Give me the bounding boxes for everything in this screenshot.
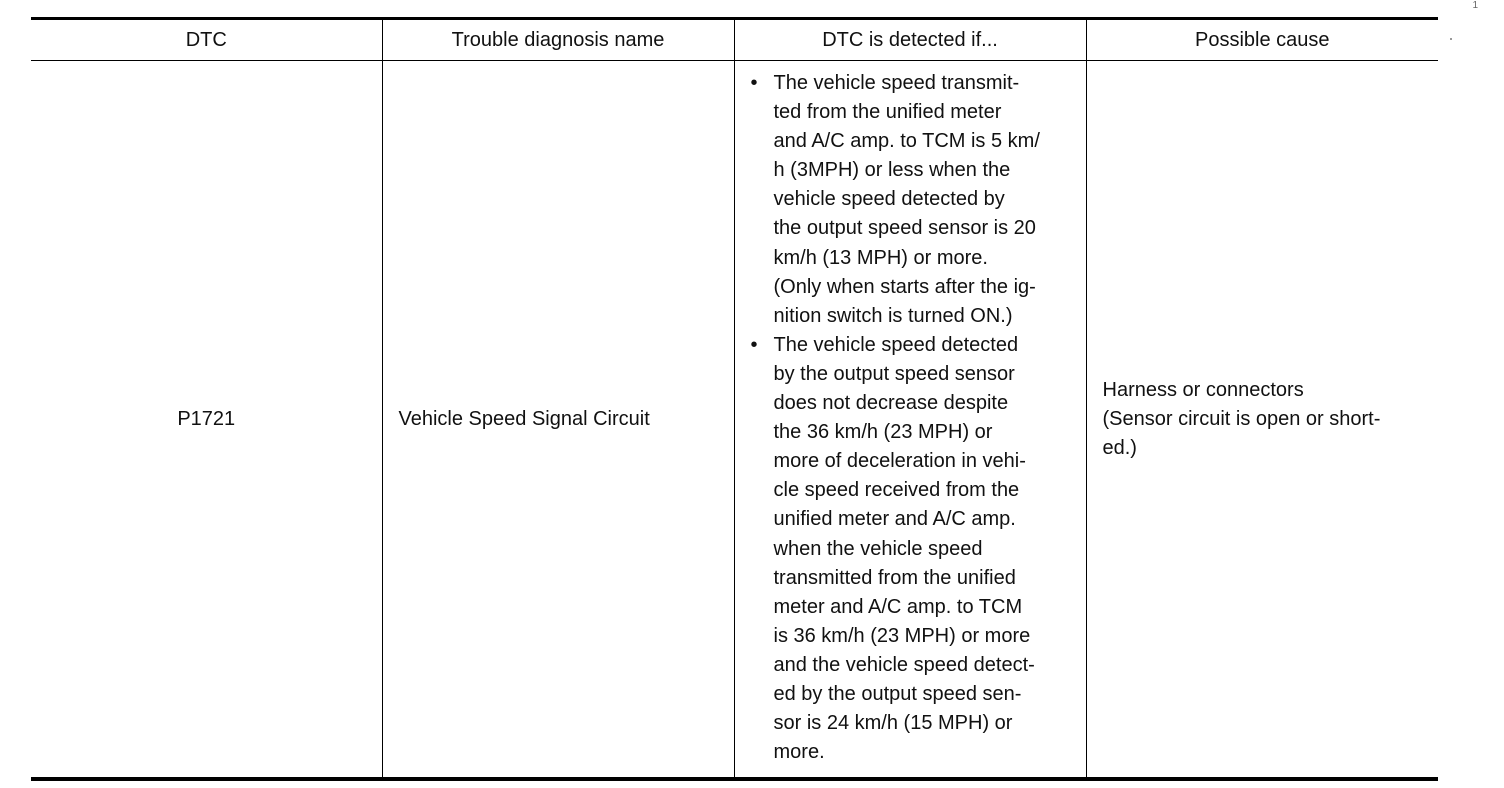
dtc-code: P1721 — [31, 61, 382, 780]
corner-mark: 1 — [1472, 0, 1478, 11]
detection-conditions — [734, 61, 1086, 780]
condition-line: when the vehicle speed — [773, 537, 983, 560]
trouble-diagnosis-name: Vehicle Speed Signal Circuit — [382, 61, 734, 780]
condition-line: the output speed sensor is 20 — [773, 217, 1036, 240]
condition-line: unified meter and A/C amp. — [773, 508, 1016, 531]
condition-line: and A/C amp. to TCM is 5 km/ — [773, 130, 1040, 153]
bullet-mark: • — [750, 72, 758, 94]
header-possible-cause: Possible cause — [1086, 19, 1438, 61]
header-dtc: DTC — [31, 19, 382, 61]
condition-line: meter and A/C amp. to TCM — [773, 595, 1023, 618]
header-row — [31, 19, 1438, 61]
margin-dot — [1450, 38, 1452, 40]
condition-line: sor is 24 km/h (15 MPH) or — [773, 712, 1013, 735]
header-trouble-diagnosis-name: Trouble diagnosis name — [382, 19, 734, 61]
condition-line: more. — [773, 741, 825, 764]
condition-line: cle speed received from the — [773, 479, 1020, 502]
condition-item — [747, 331, 1080, 767]
condition-line: transmitted from the unified — [773, 566, 1016, 589]
condition-line: (Only when starts after the ig- — [773, 275, 1036, 298]
condition-item — [747, 69, 1080, 331]
condition-line: the 36 km/h (23 MPH) or — [773, 421, 993, 444]
condition-line: The vehicle speed detected — [773, 333, 1019, 356]
dtc-table — [31, 17, 1438, 781]
table-row — [31, 61, 1438, 780]
condition-line: h (3MPH) or less when the — [773, 159, 1011, 182]
condition-line: km/h (13 MPH) or more. — [773, 246, 988, 269]
condition-line: ted from the unified meter — [773, 101, 1002, 124]
condition-line: vehicle speed detected by — [773, 188, 1005, 211]
condition-line: ed by the output speed sen- — [773, 682, 1022, 705]
cause-line: ed.) — [1102, 436, 1137, 459]
condition-line: by the output speed sensor — [773, 362, 1015, 385]
cause-line: Harness or connectors — [1102, 378, 1304, 401]
cause-lines — [1103, 376, 1431, 463]
condition-line: and the vehicle speed detect- — [773, 653, 1035, 676]
cause-line: (Sensor circuit is open or short- — [1102, 407, 1381, 430]
condition-line: nition switch is turned ON.) — [773, 304, 1013, 327]
condition-line: more of deceleration in vehi- — [773, 450, 1026, 473]
condition-line: is 36 km/h (23 MPH) or more — [773, 624, 1031, 647]
condition-line: The vehicle speed transmit- — [773, 72, 1020, 94]
header-detected-if: DTC is detected if... — [734, 19, 1086, 61]
condition-line: does not decrease despite — [773, 392, 1009, 415]
possible-cause — [1086, 61, 1438, 780]
bullet-mark: • — [750, 333, 758, 356]
condition-list — [747, 69, 1080, 767]
table-header — [31, 19, 1438, 61]
